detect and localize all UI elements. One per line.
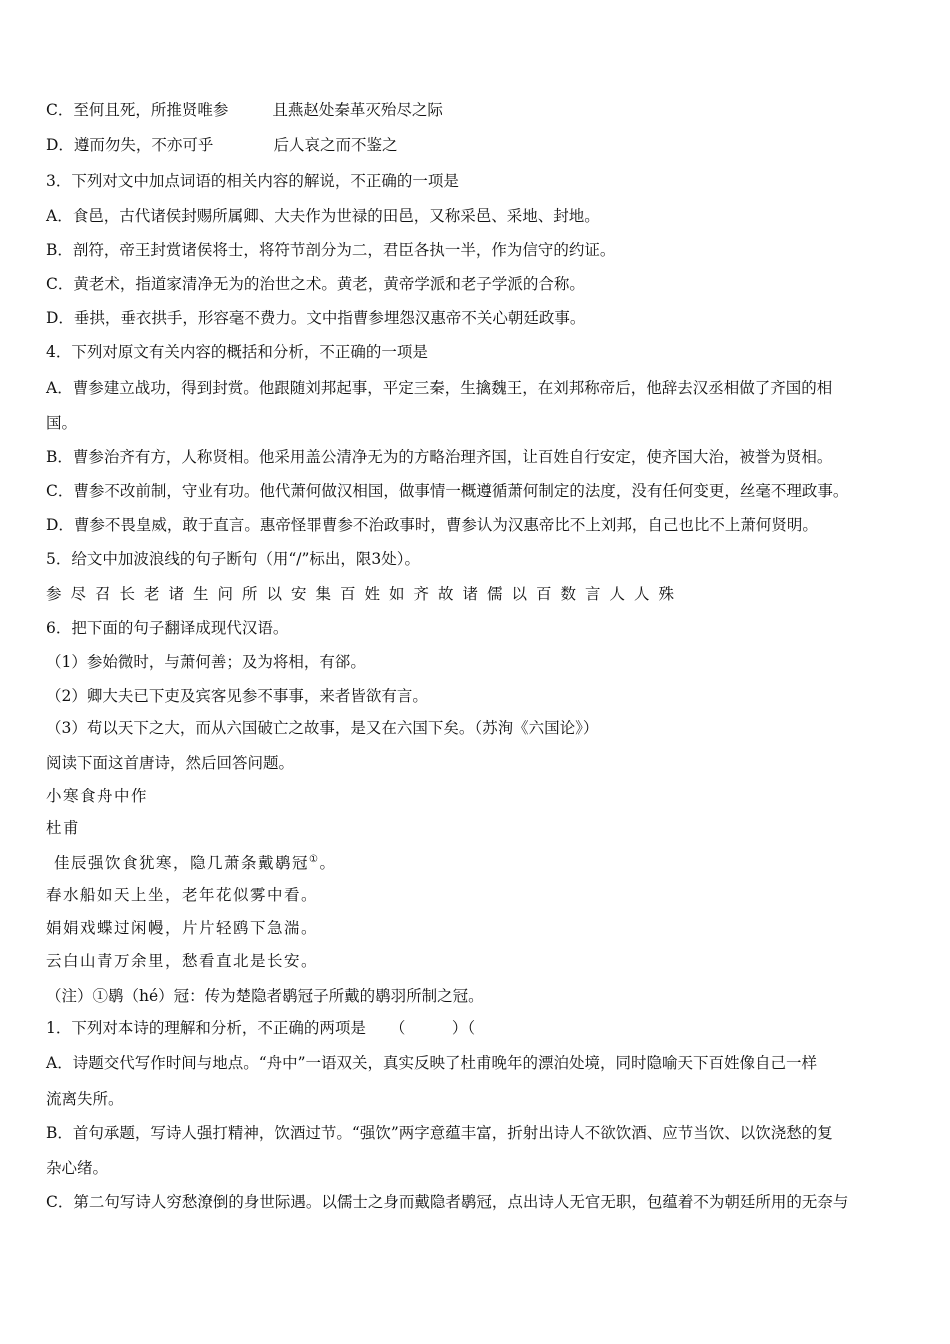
- q2-option-c-left: C．至何且死，所推贤唯参: [46, 101, 229, 119]
- poem-q1-option-a-line1: A．诗题交代写作时间与地点。“舟中”一语双关，真实反映了杜甫晚年的漂泊处境，同时隐喻天下百姓像自己一样: [46, 1054, 818, 1072]
- q3-option-b: B．剖符，帝王封赏诸侯将士，将符节剖分为二，君臣各执一半，作为信守的约证。: [46, 241, 616, 259]
- q6-sentence-3: （3）苟以天下之大，而从六国破亡之故事，是又在六国下矣。（苏洵《六国论》）: [46, 719, 599, 737]
- poem-intro: 阅读下面这首唐诗，然后回答问题。: [46, 754, 295, 772]
- poem-line-4: 云白山青万余里，愁看直北是长安。: [46, 952, 319, 970]
- poem-line-2: 春水船如天上坐，老年花似雾中看。: [46, 886, 319, 904]
- q2-option-c: [46, 103, 443, 119]
- q4-option-d: D．曹参不畏皇威，敢于直言。惠帝怪罪曹参不治政事时，曹参认为汉惠帝比不上刘邦，自己也比不上萧何贤明。: [46, 516, 818, 534]
- poem-q1-stem-text: 1．下列对本诗的理解和分析，不正确的两项是: [46, 1019, 366, 1037]
- poem-line-1: [54, 855, 337, 872]
- q4-option-a-line2: 国。: [46, 414, 78, 432]
- answer-blank: （ ）（: [389, 1019, 476, 1037]
- poem-q1-stem: [46, 1021, 475, 1037]
- q2-option-d-right: 后人哀之而不鉴之: [273, 136, 398, 154]
- poem-note: （注）①鹖（hé）冠：传为楚隐者鹖冠子所戴的鹖羽所制之冠。: [46, 987, 484, 1005]
- q4-option-a-line1: A．曹参建立战功，得到封赏。他跟随刘邦起事，平定三秦，生擒魏王，在刘邦称帝后，他辞去汉丞相做了齐国的相: [46, 379, 833, 397]
- q6-sentence-1: （1）参始微时，与萧何善；及为将相，有郤。: [46, 653, 366, 671]
- poem-line-1-text: 佳辰强饮食犹寒，隐几萧条戴鹖冠: [54, 854, 310, 872]
- q4-option-b: B．曹参治齐有方，人称贤相。他采用盖公清净无为的方略治理齐国，让百姓自行安定，使齐国大治，被誉为贤相。: [46, 448, 833, 466]
- poem-title: 小寒食舟中作: [46, 787, 149, 805]
- q3-option-d: D．垂拱，垂衣拱手，形容毫不费力。文中指曹参埋怨汉惠帝不关心朝廷政事。: [46, 309, 586, 327]
- poem-q1-option-b-line1: B．首句承题，写诗人强打精神，饮酒过节。“强饮”两字意蕴丰富，折射出诗人不欲饮酒、应节当饮、以饮浇愁的复: [46, 1124, 833, 1142]
- footnote-marker: ①: [309, 854, 320, 865]
- q5-stem: 5．给文中加波浪线的句子断句（用“/”标出，限3处）。: [46, 550, 421, 568]
- q5-passage: 参尽召长老诸生问所以安集百姓如齐故诸儒以百数言人人殊: [46, 585, 684, 603]
- poem-q1-option-a-line2: 流离失所。: [46, 1090, 124, 1108]
- q2-option-c-right: 且燕赵处秦革灭殆尽之际: [272, 101, 443, 119]
- q3-stem: 3．下列对文中加点词语的相关内容的解说，不正确的一项是: [46, 172, 459, 190]
- q4-stem: 4．下列对原文有关内容的概括和分析，不正确的一项是: [46, 343, 428, 361]
- q3-option-c: C．黄老术，指道家清净无为的治世之术。黄老，黄帝学派和老子学派的合称。: [46, 275, 585, 293]
- q4-option-c: C．曹参不改前制，守业有功。他代萧何做汉相国，做事情一概遵循萧何制定的法度，没有任何变更，丝毫不理政事。: [46, 482, 849, 500]
- poem-q1-option-b-line2: 杂心绪。: [46, 1159, 109, 1177]
- poem-author: 杜甫: [46, 819, 81, 837]
- poem-line-1-end: 。: [319, 854, 337, 872]
- poem-line-3: 娟娟戏蝶过闲幔，片片轻鸥下急湍。: [46, 919, 319, 937]
- q3-option-a: A．食邑，古代诸侯封赐所属卿、大夫作为世禄的田邑，又称采邑、采地、封地。: [46, 207, 600, 225]
- q6-sentence-2: （2）卿大夫已下吏及宾客见参不事事，来者皆欲有言。: [46, 687, 428, 705]
- q2-option-d-left: D．遵而勿失，不亦可乎: [46, 136, 214, 154]
- q6-stem: 6．把下面的句子翻译成现代汉语。: [46, 619, 289, 637]
- poem-q1-option-c-line1: C．第二句写诗人穷愁潦倒的身世际遇。以儒士之身而戴隐者鹖冠，点出诗人无官无职，包蕴着不为朝廷所用的无奈与: [46, 1193, 849, 1211]
- q2-option-d: [46, 138, 397, 154]
